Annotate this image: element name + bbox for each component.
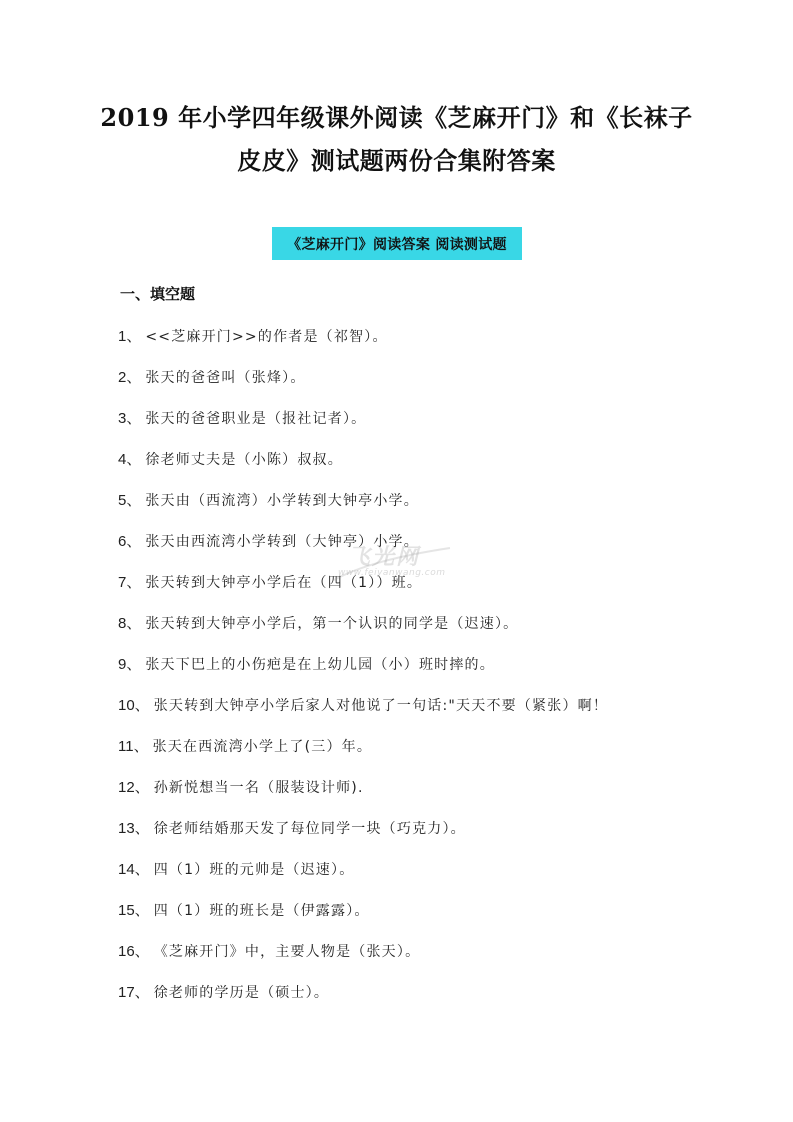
question-item <box>118 315 718 356</box>
question-item <box>118 930 718 971</box>
question-text: 张天由（西流湾）小学转到大钟亭小学。 <box>145 492 419 509</box>
question-item <box>118 807 718 848</box>
question-item <box>118 479 718 520</box>
question-list <box>118 315 718 1012</box>
question-item <box>118 725 718 766</box>
question-text: 四（1）班的班长是（伊露露）。 <box>153 902 370 919</box>
question-number: 8、 <box>118 615 142 632</box>
section-heading: 一、填空题 <box>120 285 196 303</box>
question-item <box>118 356 718 397</box>
question-number: 2、 <box>118 369 142 386</box>
question-text: 孙新悦想当一名（服装设计师). <box>153 779 364 796</box>
question-text: 张天的爸爸叫（张烽）。 <box>145 369 306 386</box>
document-title-line-2: 皮皮》测试题两份合集附答案 <box>237 146 556 175</box>
question-item <box>118 684 718 725</box>
question-item <box>118 561 718 602</box>
section-banner-text: 《芝麻开门》阅读答案 阅读测试题 <box>287 236 507 253</box>
question-number: 9、 <box>118 656 142 673</box>
question-number: 5、 <box>118 492 142 509</box>
question-item <box>118 848 718 889</box>
question-text: 张天的爸爸职业是（报社记者）。 <box>145 410 367 427</box>
question-number: 1、 <box>118 328 142 345</box>
question-text: 徐老师的学历是（硕士）。 <box>153 984 330 1001</box>
question-number: 15、 <box>118 902 150 919</box>
question-item <box>118 520 718 561</box>
question-number: 13、 <box>118 820 150 837</box>
question-text: 徐老师结婚那天发了每位同学一块（巧克力）。 <box>153 820 466 837</box>
question-text: 张天由西流湾小学转到（大钟亭）小学。 <box>145 533 419 550</box>
question-number: 16、 <box>118 943 150 960</box>
question-item <box>118 397 718 438</box>
question-text: 张天转到大钟亭小学后在（四（1））班。 <box>145 574 423 591</box>
watermark-text: 飞光网 <box>348 545 421 570</box>
question-item <box>118 889 718 930</box>
watermark-url: www.feiyanwang.com <box>338 568 446 578</box>
question-text: 《芝麻开门》中，主要人物是（张天）。 <box>153 943 421 960</box>
question-text: 张天转到大钟亭小学后家人对他说了一句话:"天天不要（紧张）啊！ <box>153 697 609 714</box>
question-number: 11、 <box>118 738 149 755</box>
section-banner <box>272 227 522 260</box>
question-number: 7、 <box>118 574 142 591</box>
question-text: 张天下巴上的小伤疤是在上幼儿园（小）班时摔的。 <box>145 656 495 673</box>
question-number: 17、 <box>118 984 150 1001</box>
question-text: 徐老师丈夫是（小陈）叔叔。 <box>145 451 343 468</box>
question-number: 14、 <box>118 861 150 878</box>
question-number: 10、 <box>118 697 150 714</box>
question-item <box>118 766 718 807</box>
question-number: 6、 <box>118 533 142 550</box>
question-item <box>118 971 718 1012</box>
question-item <box>118 643 718 684</box>
question-item <box>118 438 718 479</box>
question-text: 四（1）班的元帅是（迟速）。 <box>153 861 355 878</box>
question-number: 12、 <box>118 779 150 796</box>
document-title-line-1: 2019 年小学四年级课外阅读《芝麻开门》和《长袜子 <box>100 103 693 132</box>
question-number: 3、 <box>118 410 142 427</box>
question-item <box>118 602 718 643</box>
question-text: <<芝麻开门>>的作者是（祁智）。 <box>145 328 388 345</box>
question-text: 张天在西流湾小学上了(三）年。 <box>152 738 373 755</box>
question-text: 张天转到大钟亭小学后，第一个认识的同学是（迟速）。 <box>145 615 519 632</box>
question-number: 4、 <box>118 451 142 468</box>
